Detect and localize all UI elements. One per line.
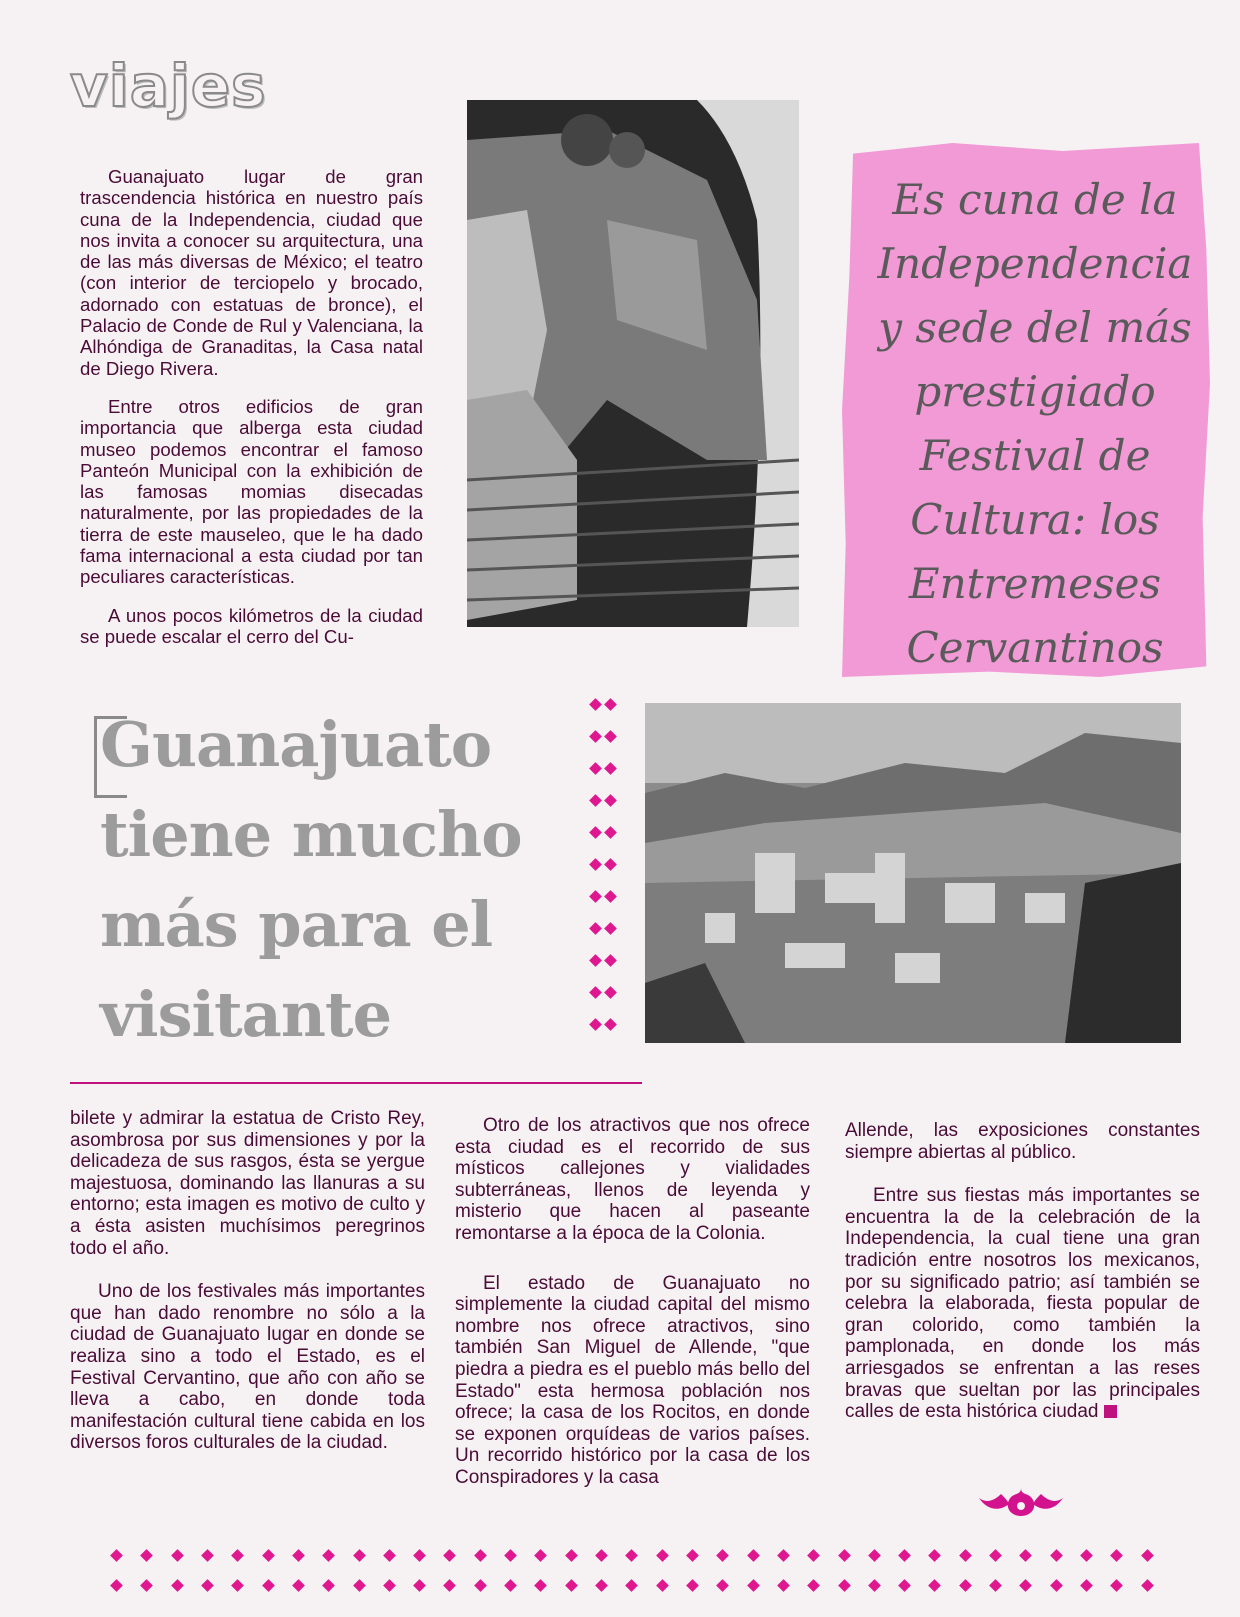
pull-quote-line: Es cuna de la	[892, 175, 1178, 224]
diamond-icon	[535, 1549, 548, 1562]
pull-quote-line: Festival de	[919, 431, 1151, 480]
intro-paragraph: Entre otros edificios de gran importancia que alberga esta ciudad museo podemos encontrar el famoso Panteón Municipal con la exhibición de las famosas momias disecadas naturalmente, por las propiedades de la tierra de este mauseleo, que le ha dado fama internacional a esta ciudad por tan peculiares características.	[80, 395, 423, 588]
headline-line: Guanajuato	[100, 708, 492, 781]
diamond-icon	[898, 1579, 911, 1592]
diamond-icon	[989, 1579, 1002, 1592]
diamond-icon	[625, 1579, 638, 1592]
pull-quote-line: Entremeses	[908, 559, 1162, 608]
diamond-icon	[959, 1549, 972, 1562]
diamond-icon	[656, 1549, 669, 1562]
pull-quote-line: Cultura: los	[910, 495, 1160, 544]
body-column-3	[845, 1120, 1200, 1445]
diamond-icon	[1020, 1579, 1033, 1592]
body-column-1	[70, 1108, 425, 1476]
body-paragraph	[845, 1185, 1200, 1423]
diamond-icon	[565, 1549, 578, 1562]
diamond-icon	[201, 1579, 214, 1592]
body-paragraph-text: Entre sus fiestas más importantes se encuentra la de la celebración de la Independencia, la cual tiene una gran tradición entre nosotros los mexicanos, por su significado patrio; así también se celebra la elaborada, fiesta popular de gran colorido, como también la pamplonada, en donde los más arriesgados se enfrentan a las reses bravas que sueltan por las principales calles de esta histórica ciudad	[845, 1185, 1200, 1423]
diamond-icon	[686, 1549, 699, 1562]
pull-quote-line: prestigiado	[914, 367, 1156, 416]
diamond-icon	[1080, 1579, 1093, 1592]
body-paragraph: Allende, las exposiciones constantes siempre abiertas al público.	[845, 1120, 1200, 1163]
diamond-icon	[292, 1549, 305, 1562]
diamond-icon	[1050, 1579, 1063, 1592]
diamond-icon	[413, 1579, 426, 1592]
diamond-icon	[959, 1579, 972, 1592]
diamond-icon	[1050, 1549, 1063, 1562]
diamond-icon	[838, 1579, 851, 1592]
diamond-icon	[807, 1549, 820, 1562]
diamond-icon	[292, 1579, 305, 1592]
diamond-icon	[474, 1579, 487, 1592]
diamond-icon	[474, 1549, 487, 1562]
diamond-icon	[110, 1579, 123, 1592]
diamond-icon	[535, 1579, 548, 1592]
diamond-icon	[140, 1579, 153, 1592]
diamond-icon	[353, 1549, 366, 1562]
body-paragraph: bilete y admirar la estatua de Cristo Rey, asombrosa por sus dimensiones y por la delicadeza de sus rasgos, ésta se yergue majestuosa, dominando las llanuras a su entorno; esta imagen es motivo de culto y a ésta asisten muchísimos peregrinos todo el año.	[70, 1108, 425, 1259]
diamond-icon	[140, 1549, 153, 1562]
headline-line: tiene mucho	[100, 798, 522, 871]
pull-quote-line: Cervantinos	[906, 623, 1164, 672]
diamond-icon	[262, 1549, 275, 1562]
stairway-photo	[467, 100, 799, 627]
diamond-icon	[595, 1549, 608, 1562]
diamond-icon	[747, 1579, 760, 1592]
flower-ornament-icon	[975, 1482, 1067, 1527]
diamond-icon	[171, 1549, 184, 1562]
diamond-icon	[322, 1549, 335, 1562]
diamond-icon	[777, 1579, 790, 1592]
diamond-icon	[171, 1579, 184, 1592]
pull-quote	[870, 168, 1200, 680]
diamond-icon	[747, 1549, 760, 1562]
diamond-column-ornament	[581, 700, 625, 1052]
intro-paragraph: Guanajuato lugar de gran trascendencia histórica en nuestro país cuna de la Independencia, ciudad que nos invita a conocer su arquitectura, una de las más diversas de México; el teatro (con interior de terciopelo y brocado, adornado con estatuas de bronce), el Palacio de Conde de Rul y Valenciana, la Alhóndiga de Granaditas, la Casa natal de Diego Rivera.	[80, 166, 423, 379]
body-paragraph: Uno de los festivales más importantes que han dado renombre no sólo a la ciudad de Guanajuato lugar en donde se realiza sino a todo el Estado, es el Festival Cervantino, que año con año se lleva a cabo, en donde toda manifestación cultural tiene cabida en los diversos foros culturales de la ciudad.	[70, 1281, 425, 1454]
diamond-icon	[444, 1579, 457, 1592]
diamond-icon	[838, 1549, 851, 1562]
headline-line: visitante	[100, 978, 392, 1051]
diamond-icon	[716, 1579, 729, 1592]
diamond-icon	[625, 1549, 638, 1562]
pull-quote-line: Independencia	[877, 239, 1193, 288]
diamond-icon	[413, 1549, 426, 1562]
diamond-border-ornament	[112, 1540, 1152, 1600]
diamond-icon	[201, 1549, 214, 1562]
diamond-icon	[686, 1579, 699, 1592]
diamond-icon	[1141, 1579, 1154, 1592]
end-mark-icon	[1104, 1405, 1117, 1418]
diamond-icon	[868, 1579, 881, 1592]
diamond-icon	[1080, 1549, 1093, 1562]
intro-paragraph: A unos pocos kilómetros de la ciudad se puede escalar el cerro del Cu-	[80, 604, 423, 647]
diamond-icon	[1020, 1549, 1033, 1562]
diamond-icon	[383, 1549, 396, 1562]
diamond-icon	[868, 1549, 881, 1562]
diamond-icon	[716, 1549, 729, 1562]
diamond-icon	[231, 1549, 244, 1562]
diamond-icon	[898, 1549, 911, 1562]
diamond-icon	[110, 1549, 123, 1562]
diamond-icon	[1141, 1549, 1154, 1562]
intro-column	[80, 166, 423, 664]
diamond-icon	[1110, 1579, 1123, 1592]
headline-line: más para el	[100, 888, 493, 961]
pull-quote-line: y sede del más	[878, 303, 1192, 352]
body-paragraph: El estado de Guanajuato no simplemente la ciudad capital del mismo nombre nos ofrece atractivos, sino también San Miguel de Allende, "que piedra a piedra es el pueblo más bello del Estado" esta hermosa población nos ofrece; la casa de los Rocitos, en donde se exponen orquídeas de varios países. Un recorrido histórico por la casa de los Conspiradores y la casa	[455, 1272, 810, 1488]
diamond-icon	[565, 1579, 578, 1592]
body-paragraph: Otro de los atractivos que nos ofrece esta ciudad es el recorrido de sus místicos callejones y vialidades subterráneas, llenos de leyenda y misterio que hacen al paseante remontarse a la época de la Colonia.	[455, 1115, 810, 1244]
diamond-icon	[1110, 1549, 1123, 1562]
diamond-icon	[262, 1579, 275, 1592]
diamond-icon	[929, 1579, 942, 1592]
diamond-icon	[504, 1579, 517, 1592]
body-column-2	[455, 1115, 810, 1511]
diamond-icon	[322, 1579, 335, 1592]
headline	[100, 700, 580, 1060]
diamond-icon	[444, 1549, 457, 1562]
diamond-icon	[929, 1549, 942, 1562]
diamond-icon	[595, 1579, 608, 1592]
diamond-icon	[353, 1579, 366, 1592]
city-panorama-photo	[645, 703, 1181, 1043]
headline-rule	[70, 1082, 642, 1084]
diamond-icon	[383, 1579, 396, 1592]
section-title: viajes	[70, 52, 267, 120]
diamond-icon	[807, 1579, 820, 1592]
diamond-icon	[777, 1549, 790, 1562]
diamond-icon	[504, 1549, 517, 1562]
diamond-icon	[989, 1549, 1002, 1562]
diamond-icon	[231, 1579, 244, 1592]
diamond-icon	[656, 1579, 669, 1592]
